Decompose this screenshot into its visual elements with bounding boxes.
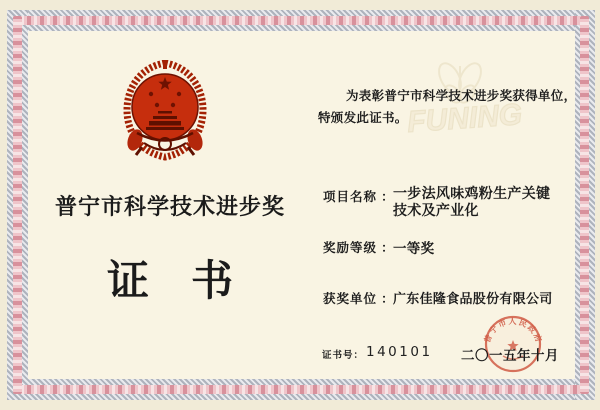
commendation-line-1: 为表彰普宁市科学技术进步奖获得单位， [346, 89, 577, 103]
winning-unit-value: 广东佳隆食品股份有限公司 [393, 291, 553, 306]
issue-date: 二〇一五年十月 [461, 348, 559, 363]
border-chain-left [13, 16, 22, 394]
certificate-title: 证书 [106, 257, 275, 304]
commendation-line-2: 特颁发此证书。 [318, 111, 408, 125]
winning-unit-label: 获奖单位 ： [323, 292, 395, 306]
border-chain-bottom [16, 385, 587, 394]
award-grade-label: 奖励等级 ： [323, 241, 395, 255]
certificate-number-label: 证书号： [322, 351, 365, 361]
certificate-number-value: 140101 [366, 344, 433, 360]
project-name-value: 一步法风味鸡粉生产关键技术及产业化 [393, 187, 551, 219]
watermark-text: FUNING [406, 98, 524, 139]
award-title: 普宁市科学技术进步奖 [54, 194, 285, 219]
border-chain-right [580, 16, 589, 394]
seal-text: 普宁市人民政府 [482, 316, 544, 345]
commendation-text [318, 85, 586, 129]
project-name-label: 项目名称 ： [323, 190, 395, 204]
china-national-emblem-icon [122, 60, 208, 166]
border-chain-top [16, 16, 587, 25]
award-grade-value: 一等奖 [393, 241, 435, 256]
